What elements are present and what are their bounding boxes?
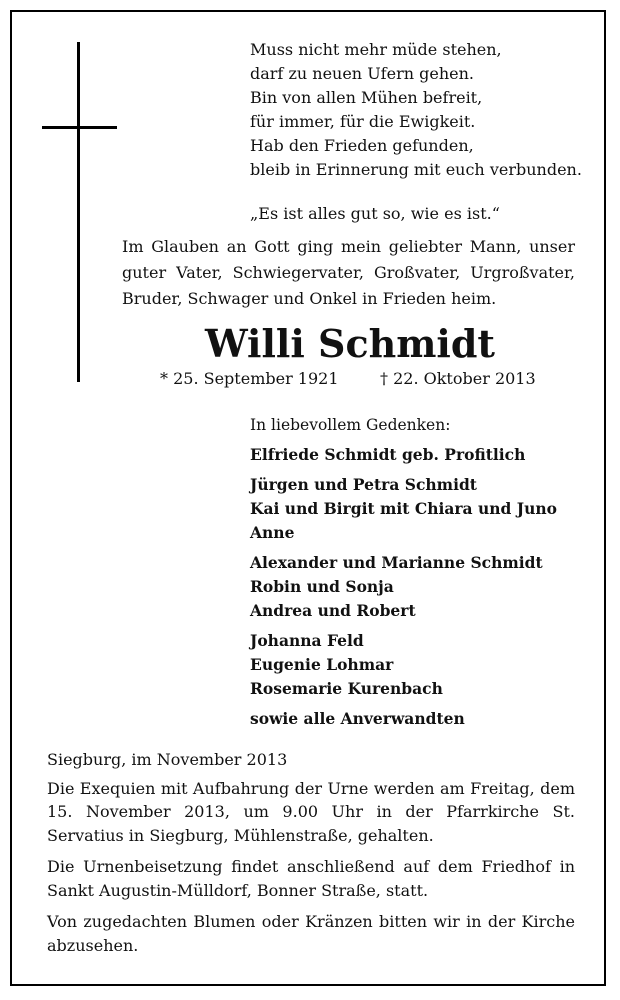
poem-line: Bin von allen Mühen befreit, [250, 88, 483, 107]
mourners-heading: In liebevollem Gedenken: [250, 416, 451, 434]
mourner-name: Alexander und Marianne Schmidt [250, 553, 543, 572]
mourner-name: Anne [250, 523, 295, 542]
funeral-details [47, 748, 575, 965]
poem-line: darf zu neuen Ufern gehen. [250, 64, 474, 83]
mourner-name: Jürgen und Petra Schmidt [250, 475, 477, 494]
mourner-name: Kai und Birgit mit Chiara und Juno [250, 499, 557, 518]
flowers-text: Von zugedachten Blumen oder Kränzen bitten wir in der Kirche abzusehen. [47, 912, 575, 955]
cross-icon-horizontal [42, 126, 117, 129]
mourner-group [250, 707, 580, 731]
mourner-name: Elfriede Schmidt geb. Profitlich [250, 445, 526, 464]
poem-line: Hab den Frieden gefunden, [250, 136, 474, 155]
poem-line: Muss nicht mehr müde stehen, [250, 40, 502, 59]
mourner-name: Rosemarie Kurenbach [250, 679, 443, 698]
mourner-name: Johanna Feld [250, 631, 364, 650]
mourner-name: sowie alle Anverwandten [250, 709, 465, 728]
mourner-name: Eugenie Lohmar [250, 655, 394, 674]
deceased-name: Willi Schmidt [205, 321, 495, 366]
mourner-group [250, 629, 580, 701]
place-date: Siegburg, im November 2013 [47, 750, 288, 769]
exequien-text: Die Exequien mit Aufbahrung der Urne werden am Freitag, dem 15. November 2013, um 9.00 Uhr in der Pfarrkirche St. Servatius in Siegburg, Mühlenstraße, gehalten. [47, 778, 575, 845]
mourner-name: Andrea und Robert [250, 601, 416, 620]
birth-date: * 25. September 1921 [160, 369, 339, 388]
mourners-list [250, 413, 580, 737]
mourner-name: Robin und Sonja [250, 577, 394, 596]
quote: „Es ist alles gut so, wie es ist.“ [250, 204, 500, 223]
death-date: † 22. Oktober 2013 [380, 369, 536, 388]
burial-text: Die Urnenbeisetzung findet anschließend auf dem Friedhof in Sankt Augustin-Mülldorf, Bonner Straße, statt. [47, 857, 575, 900]
mourner-group [250, 443, 580, 467]
poem-line: bleib in Erinnerung mit euch verbunden. [250, 160, 582, 179]
poem-line: für immer, für die Ewigkeit. [250, 112, 476, 131]
intro-text: Im Glauben an Gott ging mein geliebter Mann, unser guter Vater, Schwiegervater, Großvater, Urgroßvater, Bruder, Schwager und Onkel in Frieden heim. [122, 237, 575, 308]
mourner-group [250, 551, 580, 623]
mourner-group [250, 473, 580, 545]
poem [250, 38, 580, 182]
